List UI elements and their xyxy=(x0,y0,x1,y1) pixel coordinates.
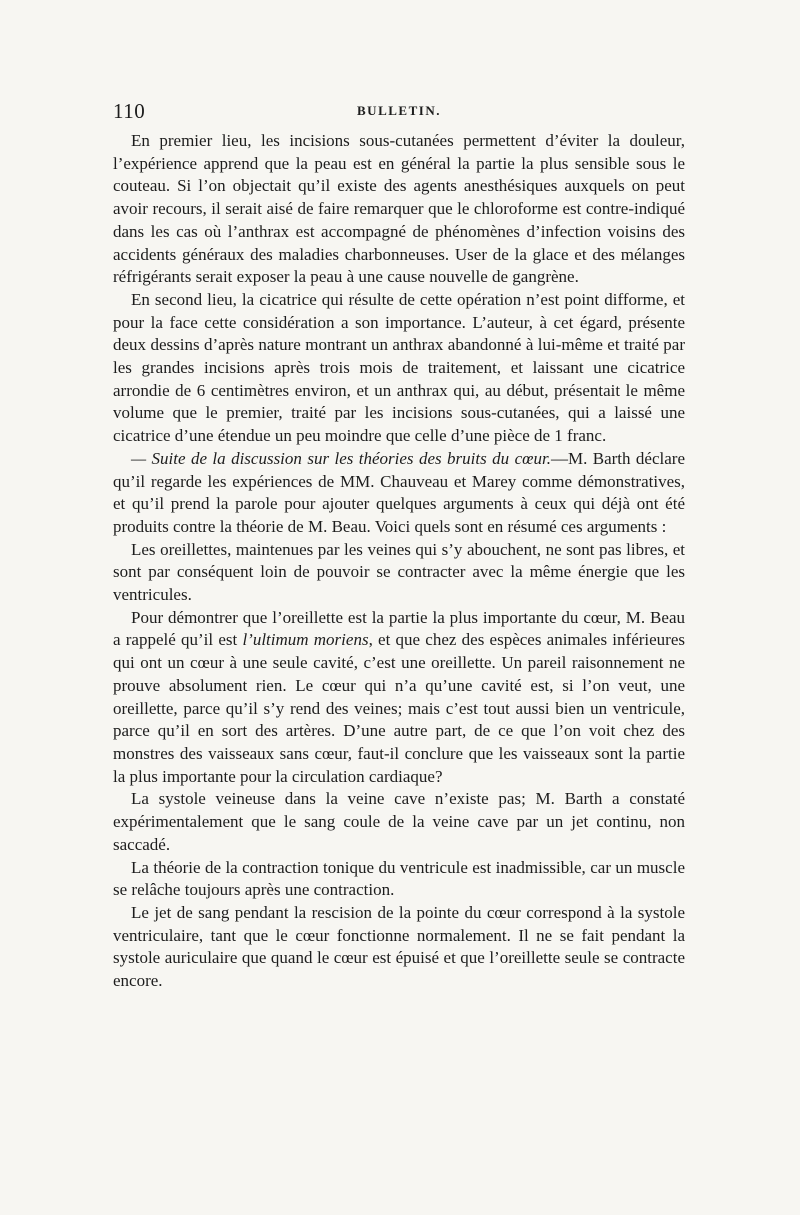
paragraph-text: Pour démontrer que l’oreillette est la partie la plus importante du cœur, M. Beau a rappelé qu’il est xyxy=(113,607,685,650)
paragraph xyxy=(113,857,685,902)
paragraph xyxy=(113,788,685,856)
paragraph-text: La théorie de la contraction tonique du ventricule est inadmissible, car un muscle se relâche toujours après une contraction. xyxy=(113,857,685,900)
running-title: BULLETIN. xyxy=(357,103,441,118)
paragraph xyxy=(113,448,685,539)
body-text xyxy=(113,130,685,993)
paragraph xyxy=(113,902,685,993)
paragraph xyxy=(113,289,685,448)
paragraph-text: —M. Barth déclare qu’il regarde les expériences de MM. Chauveau et Marey comme démonstratives, et qu’il prend la parole pour ajouter quelques arguments à ceux qui déjà ont été produits contre la théorie de M. Beau. Voici quels sont en résumé ces arguments : xyxy=(113,448,685,536)
paragraph xyxy=(113,607,685,789)
latin-phrase: l’ultimum moriens xyxy=(242,630,369,650)
page-header xyxy=(113,96,685,126)
paragraph-text: En premier lieu, les incisions sous-cutanées permettent d’éviter la douleur, l’expérience apprend que la peau est en général la partie la plus sensible sous le couteau. Si l’on objectait qu’il existe des agents anesthésiques auxquels on peut avoir recours, il serait aisé de faire remarquer que le chloroforme est contre-indiqué dans les cas où l’anthrax est accompagné de phénomènes d’infection voisins des accidents généraux des maladies charbonneuses. User de la glace et des mélanges réfrigérants serait exposer la peau à une cause nouvelle de gangrène. xyxy=(113,131,685,287)
section-heading: — Suite de la discussion sur les théories des bruits du cœur. xyxy=(131,448,551,468)
paragraph-text: Le jet de sang pendant la rescision de la pointe du cœur correspond à la systole ventriculaire, tant que le cœur fonctionne normalement. Il ne se fait pendant la systole auriculaire que quand le cœur est épuisé et que l’oreillette seule se contracte encore. xyxy=(113,902,685,991)
paragraph-text: En second lieu, la cicatrice qui résulte de cette opération n’est point difforme, et pour la face cette considération a son importance. L’auteur, à cet égard, présente deux dessins d’après nature montrant un anthrax abandonné à lui-même et traité par les grandes incisions après trois mois de traitement, et laissant une cicatrice arrondie de 6 centimètres environ, et un anthrax qui, au début, présentait le même volume que le premier, traité par les incisions sous-cutanées, qui a laissé une cicatrice d’une étendue un peu moindre que celle d’une pièce de 1 franc. xyxy=(113,289,685,446)
page-number: 110 xyxy=(113,99,146,123)
book-page xyxy=(113,96,685,993)
paragraph-text: , et que chez des espèces animales inférieures qui ont un cœur à une seule cavité, c’est une oreillette. Un pareil raisonnement ne prouve absolument rien. Le cœur qui n’a qu’une cavité est, si l’on veut, une oreillette, parce qu’il s’y rend des veines; mais c’est tout aussi bien un ventricule, parce qu’il en sort des artères. D’une autre part, de ce que l’on voit chez des monstres des vaisseaux sans cœur, faut-il conclure que les vaisseaux sont la partie la plus importante pour la circulation cardiaque? xyxy=(113,630,685,786)
paragraph-text: La systole veineuse dans la veine cave n’existe pas; M. Barth a constaté expérimentalement que le sang coule de la veine cave par un jet continu, non saccadé. xyxy=(113,789,685,854)
paragraph xyxy=(113,539,685,607)
paragraph-text: Les oreillettes, maintenues par les veines qui s’y abouchent, ne sont pas libres, et sont par conséquent loin de pouvoir se contracter avec la même énergie que les ventricules. xyxy=(113,539,685,605)
paragraph xyxy=(113,130,685,289)
